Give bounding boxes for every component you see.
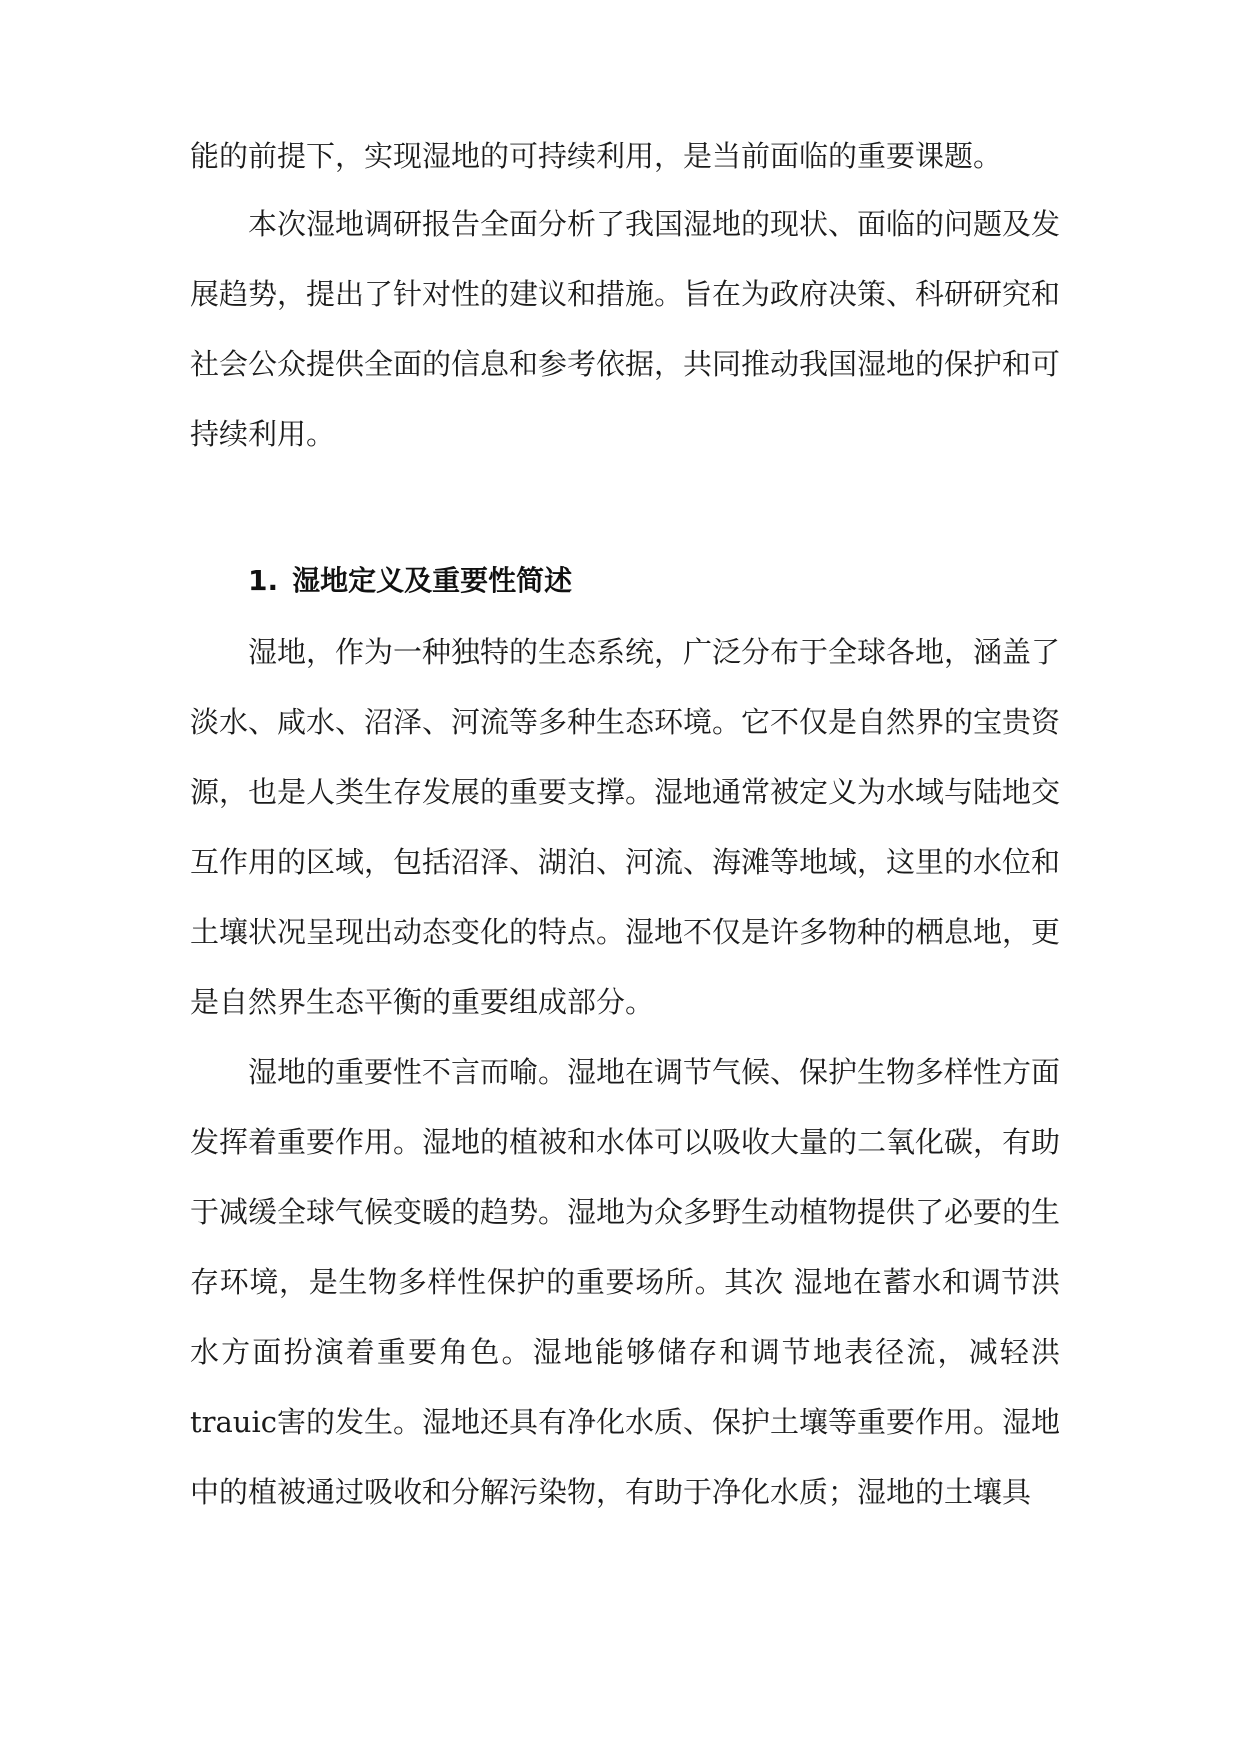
section-paragraph-2: 湿地的重要性不言而喻。湿地在调节气候、保护生物多样性方面发挥着重要作用。湿地的植被和水体可以吸收大量的二氧化碳，有助于减缓全球气候变暖的趋势。湿地为众多野生动植物提供了必要的生存环境，是生物多样性保护的重要场所。其次 湿地在蓄水和调节洪水方面扮演着重要角色。湿地能够储存和调节地表径流，减轻洪trauic害的发生。湿地还具有净化水质、保护土壤等重要作用。湿地中的植被通过吸收和分解污染物，有助于净化水质；湿地的土壤具 <box>190 1055 1061 1509</box>
section-heading <box>248 546 572 616</box>
section-title: 湿地定义及重要性简述 <box>292 564 573 597</box>
continued-paragraph-block <box>190 121 1060 191</box>
section-paragraph-1: 湿地，作为一种独特的生态系统，广泛分布于全球各地，涵盖了淡水、咸水、沼泽、河流等多种生态环境。它不仅是自然界的宝贵资源，也是人类生存发展的重要支撑。湿地通常被定义为水域与陆地交互作用的区域，包括沼泽、湖泊、河流、海滩等地域，这里的水位和土壤状况呈现出动态变化的特点。湿地不仅是许多物种的栖息地，更是自然界生态平衡的重要组成部分。 <box>190 635 1061 1019</box>
intro-paragraph-block <box>190 189 1060 469</box>
intro-paragraph: 本次湿地调研报告全面分析了我国湿地的现状、面临的问题及发展趋势，提出了针对性的建议和措施。旨在为政府决策、科研研究和社会公众提供全面的信息和参考依据，共同推动我国湿地的保护和可持续利用。 <box>190 207 1061 451</box>
section-number: 1. <box>248 564 279 597</box>
section-body <box>190 617 1060 1527</box>
continued-paragraph: 能的前提下，实现湿地的可持续利用，是当前面临的重要课题。 <box>190 139 1003 173</box>
